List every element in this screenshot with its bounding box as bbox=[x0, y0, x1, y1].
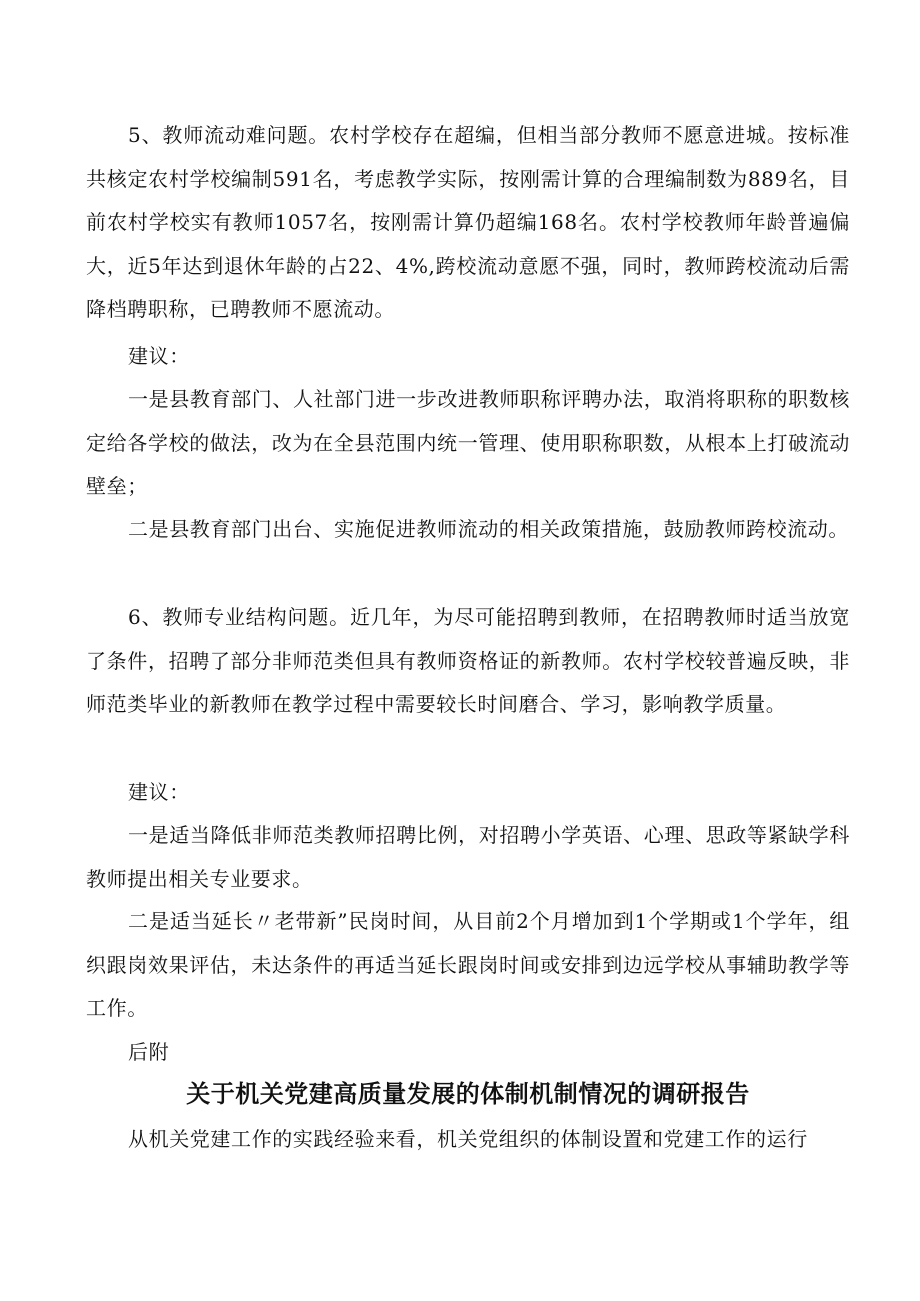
report-title: 关于机关党建高质量发展的体制机制情况的调研报告 bbox=[186, 1080, 750, 1108]
paragraph-teacher-structure: 6、教师专业结构问题。近几年，为尽可能招聘到教师，在招聘教师时适当放宽了条件，招聘了部分非师范类但具有教师资格证的新教师。农村学校较普遍反映，非师范类毕业的新教师在教学过程中需要较长时间磨合、学习，影响教学质量。 bbox=[86, 605, 850, 716]
paragraph-suggestion-1b: 二是县教育部门出台、实施促进教师流动的相关政策措施，鼓励教师跨校流动。 bbox=[128, 517, 849, 541]
paragraph-suggestion-label-1: 建议： bbox=[128, 344, 190, 368]
paragraph-suggestion-label-2: 建议： bbox=[128, 780, 190, 804]
paragraph-appendix-label: 后附 bbox=[128, 1040, 170, 1064]
paragraph-report-intro: 从机关党建工作的实践经验来看，机关党组织的体制设置和党建工作的运行 bbox=[128, 1127, 808, 1151]
paragraph-suggestion-2b: 二是适当延长〃老带新”民岗时间，从目前2个月增加到1个学期或1个学年，组织跟岗效果评估，未达条件的再适当延长跟岗时间或安排到边远学校从事辅助教学等工作。 bbox=[86, 909, 850, 1020]
paragraph-suggestion-2a: 一是适当降低非师范类教师招聘比例，对招聘小学英语、心理、思政等紧缺学科教师提出相关专业要求。 bbox=[86, 823, 850, 891]
paragraph-suggestion-1a: 一是县教育部门、人社部门进一步改进教师职称评聘办法，取消将职称的职数核定给各学校的做法，改为在全县范围内统一管理、使用职称职数，从根本上打破流动壁垒； bbox=[86, 387, 850, 498]
paragraph-teacher-mobility: 5、教师流动难问题。农村学校存在超编，但相当部分教师不愿意进城。按标准共核定农村学校编制591名，考虑教学实际，按刚需计算的合理编制数为889名，目前农村学校实有教师1057名，按刚需计算仍超编168名。农村学校教师年龄普遍偏大，近5年达到退休年龄的占22、4%,跨校流动意愿不强，同时，教师跨校流动后需降档聘职称，已聘教师不愿流动。 bbox=[86, 123, 850, 321]
